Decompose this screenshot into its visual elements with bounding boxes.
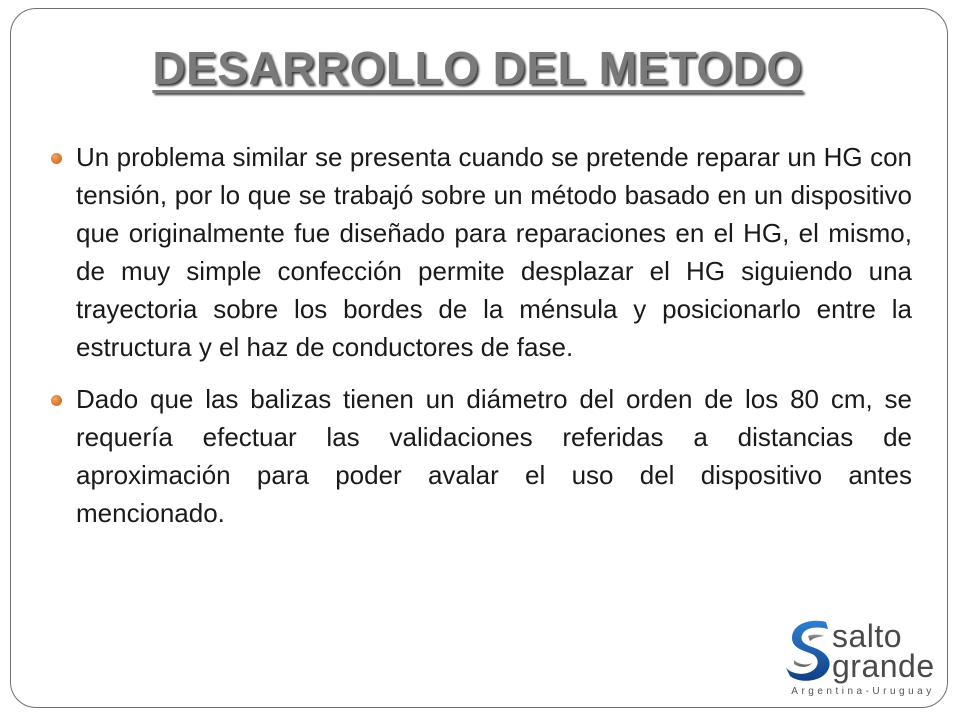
bullet-item <box>52 138 912 366</box>
bullet-dot-icon <box>51 395 62 406</box>
logo-word-grande: grande <box>832 648 935 684</box>
salto-grande-logo-icon <box>782 616 836 682</box>
logo-word-salto: salto <box>832 618 903 654</box>
bullet-dot-icon <box>51 153 62 164</box>
bullet-text: Dado que las balizas tienen un diámetro del orden de los 80 cm, se requería efectuar las validaciones referidas a distancias de aproximación para poder avalar el uso del dispositivo antes mencionado. <box>76 384 912 528</box>
bullet-text: Un problema similar se presenta cuando se pretende reparar un HG con tensión, por lo que se trabajó sobre un método basado en un dispositivo que originalmente fue diseñado para reparaciones en el HG, el mismo, de muy simple confección permite desplazar el HG siguiendo una trayectoria sobre los bordes de la ménsula y posicionarlo entre la estructura y el haz de conductores de fase. <box>76 142 912 362</box>
bullet-item <box>52 380 912 532</box>
salto-grande-logo <box>778 612 948 704</box>
slide-title: DESARROLLO DEL METODO <box>152 42 803 94</box>
bullet-list <box>52 138 912 546</box>
logo-subtitle: Argentina-Uruguay <box>791 686 935 697</box>
